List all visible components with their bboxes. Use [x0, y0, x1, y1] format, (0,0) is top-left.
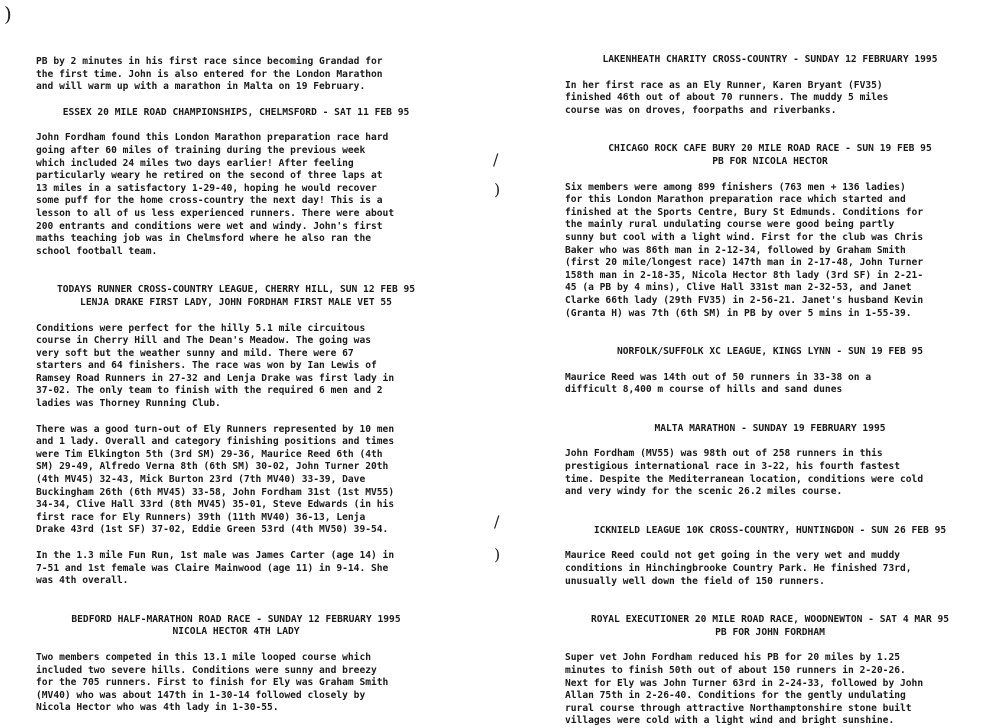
binding-mark-1: / — [493, 150, 499, 169]
section-heading-bury: CHICAGO ROCK CAFE BURY 20 MILE ROAD RACE - SUN 19 FEB 95 PB FOR NICOLA HECTOR — [608, 143, 932, 167]
section-heading-essex: ESSEX 20 MILE ROAD CHAMPIONSHIPS, CHELMSFORD - SAT 11 FEB 95 — [62, 106, 410, 118]
bury-paragraph: Six members were among 899 finishers (763 men + 136 ladies) for this London Marathon preparation race which started and finished at the Sports Centre, Bury St Edmunds. Conditions for the mainly rural undulating course were good being partly sunny but cool with a light wind. First for the club was Chris Baker who was 86th man in 2-12-34, followed by Graham Smith (first 20 mile/longest race) 147th man in 2-17-48, John Turner 158th man in 2-18-35, Nicola Hector 8th lady (3rd SF) in 2-21- 45 (a PB by 4 mins), Clive Hall 331st man 2-32-53, and Janet Clarke 66th lady (29th FV35) in 2-56-21. Janet's husband Kevin (Granta H) was 7th (6th SM) in PB by over 5 mins in 1-55-39. — [565, 181, 924, 319]
section-heading-icknield: ICKNIELD LEAGUE 10K CROSS-COUNTRY, HUNTINGDON - SUN 26 FEB 95 — [593, 524, 947, 536]
cherry-hill-paragraph-3: In the 1.3 mile Fun Run, 1st male was James Carter (age 14) in 7-51 and 1st female was Claire Mainwood (age 11) in 9-14. She was 4th overall. — [36, 550, 395, 587]
kings-lynn-paragraph: Maurice Reed was 14th out of 50 runners in 33-38 on a difficult 8,400 m course of hills and sand dunes — [565, 371, 872, 396]
section-heading-kings-lynn: NORFOLK/SUFFOLK XC LEAGUE, KINGS LYNN - SUN 19 FEB 95 — [616, 346, 924, 358]
right-column — [565, 54, 975, 728]
scan-mark-top-left: ) — [4, 2, 12, 26]
left-page — [0, 0, 500, 714]
icknield-paragraph: Maurice Reed could not get going in the very wet and muddy conditions in Hinchingbrooke Country Park. He finished 73rd, unusually well down the field of 150 runners. — [565, 550, 912, 587]
essex-paragraph: John Fordham found this London Marathon preparation race hard going after 60 miles of training during the previous week which included 24 miles two days earlier! After feeling particularly weary he retired on the second of three laps at 13 miles in a satisfactory 1-29-40, hoping he would recover some puff for the home cross-country the next day! This is a lesson to all of us less experienced runners. There were about 200 entrants and conditions were wet and windy. John's first maths teaching job was in Chelmsford where he also ran the school football team. — [36, 132, 395, 257]
section-heading-bedford: BEDFORD HALF-MARATHON ROAD RACE - SUNDAY 12 FEBRUARY 1995 NICOLA HECTOR 4TH LADY — [71, 613, 401, 638]
binding-mark-4: ) — [494, 545, 501, 564]
binding-mark-3: / — [494, 512, 500, 531]
cherry-hill-paragraph-1: Conditions were perfect for the hilly 5.1 mile circuitous course in Cherry Hill and The Dean's Meadow. The going was very soft but the weather sunny and mild. There were 67 starters and 64 finishers. The race was won by Ian Lewis of Ramsey Road Runners in 27-32 and Lenja Drake was first lady in 37-02. The only team to finish with the required 6 men and 2 ladies was Thorney Running Club. — [36, 322, 395, 410]
intro-paragraph: PB by 2 minutes in his first race since becoming Grandad for the first time. John is also entered for the London Marathon and will warm up with a marathon in Malta on 19 February. — [36, 56, 383, 93]
section-heading-lakenheath: LAKENHEATH CHARITY CROSS-COUNTRY - SUNDAY 12 FEBRUARY 1995 — [602, 54, 938, 65]
left-column — [36, 56, 436, 715]
malta-paragraph: John Fordham (MV55) was 98th out of 258 runners in this prestigious international race in 3-22, his fourth fastest time. Despite the Mediterranean location, conditions were cold and very windy for the scenic 26.2 miles course. — [565, 448, 924, 498]
binding-mark-2: ) — [494, 180, 501, 199]
lakenheath-paragraph: In her first race as an Ely Runner, Karen Bryant (FV35) finished 46th out of about 70 runners. The muddy 5 miles course was on droves, foorpaths and riverbanks. — [565, 79, 889, 116]
cherry-hill-paragraph-2: There was a good turn-out of Ely Runners represented by 10 men and 1 lady. Overall and category finishing positions and times were Tim Elkington 5th (3rd SM) 29-36, Maurice Reed 6th (4th SM) 29-49, Alfredo Verna 8th (6th SM) 30-02, John Turner 20th (4th MV45) 32-43, Mick Burton 23rd (7th MV40) 33-39, Dave Buckingham 26th (6th MV45) 33-58, John Fordham 31st (1st MV55) 34-34, Clive Hall 33rd (8th MV45) 35-01, Steve Edwards (in his first race for Ely Runners) 39th (11th MV40) 36-13, Lenja Drake 43rd (1st SF) 37-02, Eddie Green 53rd (4th MV50) 39-54. — [36, 423, 395, 536]
section-heading-cherry-hill: TODAYS RUNNER CROSS-COUNTRY LEAGUE, CHERRY HILL, SUN 12 FEB 95 LENJA DRAKE FIRST LADY, JOHN FORDHAM FIRST MALE VET 55 — [56, 284, 416, 308]
section-heading-royal-executioner: ROYAL EXECUTIONER 20 MILE ROAD RACE, WOODNEWTON - SAT 4 MAR 95 PB FOR JOHN FORDHAM — [590, 614, 950, 638]
section-heading-malta: MALTA MARATHON - SUNDAY 19 FEBRUARY 1995 — [654, 422, 886, 434]
bedford-paragraph: Two members competed in this 13.1 mile looped course which included two severe hills. Conditions were sunny and breezy for the 705 runners. First to finish for Ely was Graham Smith (MV40) who was about 147th in 1-30-14 followed closely by Nicola Hector who was 4th lady in 1-30-55. — [36, 651, 389, 714]
royal-executioner-paragraph: Super vet John Fordham reduced his PB for 20 miles by 1.25 minutes to finish 50th out of about 150 runners in 2-20-26. Next for Ely was John Turner 63rd in 2-24-33, followed by John Allan 75th in 2-26-40. Conditions for the gently undulating rural course through attractive Northamptonshire stone built villages were cold with a light wind and bright sunshine. — [565, 652, 924, 727]
